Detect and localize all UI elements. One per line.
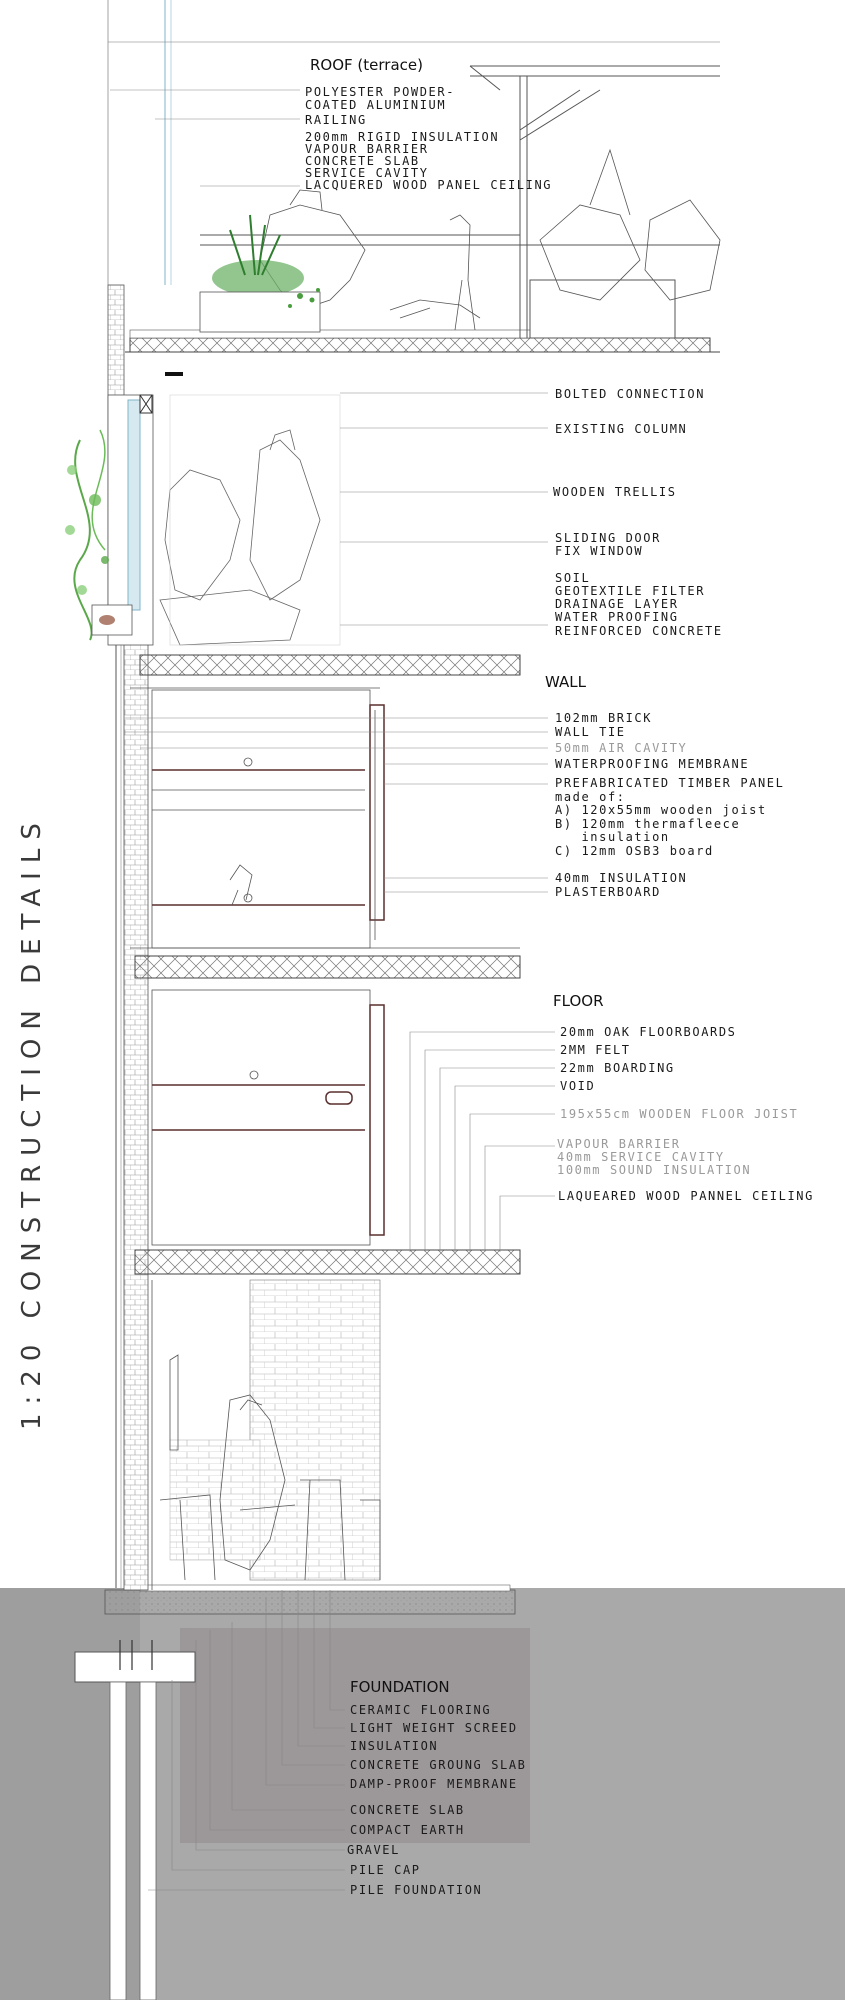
wall-label-tie: WALL TIE (555, 725, 626, 739)
floor-label-void: VOID (560, 1079, 596, 1093)
roof-label-insulation: 200mm RIGID INSULATION (305, 130, 500, 144)
foundation-heading: FOUNDATION (350, 1678, 450, 1696)
label-reinforced-concrete: REINFORCED CONCRETE (555, 624, 723, 638)
foundation-label-insulation: INSULATION (350, 1739, 439, 1753)
roof-label-slab: CONCRETE SLAB (305, 154, 420, 168)
brick-wall (124, 640, 148, 1590)
wall-label-plasterboard: PLASTERBOARD (555, 885, 661, 899)
wall-label-membrane: WATERPROOFING MEMBRANE (555, 757, 750, 771)
foundation-label-earth: COMPACT EARTH (350, 1823, 465, 1837)
wall-label-brick: 102mm BRICK (555, 711, 653, 725)
floor-slab-1 (140, 655, 520, 675)
label-sliding-door: SLIDING DOOR (555, 531, 661, 545)
label-fix-window: FIX WINDOW (555, 544, 644, 558)
foundation-label-dpm: DAMP-PROOF MEMBRANE (350, 1777, 518, 1791)
pile-left (110, 1682, 126, 2000)
wall-label-osb: C) 12mm OSB3 board (555, 844, 714, 858)
wall-label-thermafleece: B) 120mm thermafleece insulation (555, 817, 741, 844)
floor-label-sound: 100mm SOUND INSULATION (557, 1163, 752, 1177)
floor-label-service: 40mm SERVICE CAVITY (557, 1150, 725, 1164)
floor-label-boarding: 22mm BOARDING (560, 1061, 675, 1075)
drawing-title: 1:20 CONSTRUCTION DETAILS (17, 814, 47, 1430)
wall-interior-1 (152, 690, 384, 948)
foundation-label-concrete-slab: CONCRETE SLAB (350, 1803, 465, 1817)
label-bolted-connection: BOLTED CONNECTION (555, 387, 706, 401)
sliding-door-glass (128, 400, 140, 610)
pile-cap (75, 1652, 195, 1682)
wall-interior-2 (152, 990, 384, 1245)
ground-slab (105, 1590, 515, 1614)
roof-label-railing: RAILING (305, 113, 367, 127)
foundation-label-gravel: GRAVEL (347, 1843, 400, 1857)
floor-label-ceiling: LAQUEARED WOOD PANNEL CEILING (558, 1189, 814, 1203)
label-waterproofing: WATER PROOFING (555, 610, 679, 624)
label-soil: SOIL (555, 571, 591, 585)
wall-label-joist: A) 120x55mm wooden joist (555, 803, 767, 817)
wall-label-made-of: made of: (555, 790, 626, 804)
label-drainage: DRAINAGE LAYER (555, 597, 679, 611)
floor-label-oak: 20mm OAK FLOORBOARDS (560, 1025, 737, 1039)
foundation-label-pile-cap: PILE CAP (350, 1863, 421, 1877)
floor-label-felt: 2MM FELT (560, 1043, 631, 1057)
roof-heading: ROOF (terrace) (310, 56, 423, 74)
roof-slab (130, 338, 710, 352)
roof-label-cavity: SERVICE CAVITY (305, 166, 429, 180)
roof-planter (200, 215, 320, 332)
label-existing-column: EXISTING COLUMN (555, 422, 688, 436)
pile-right (140, 1682, 156, 2000)
foundation-label-ground-slab: CONCRETE GROUNG SLAB (350, 1758, 527, 1772)
wall-heading: WALL (545, 673, 586, 691)
foundation-label-pile: PILE FOUNDATION (350, 1883, 483, 1897)
wall-label-air-cavity: 50mm AIR CAVITY (555, 741, 688, 755)
roof-label-vapour: VAPOUR BARRIER (305, 142, 429, 156)
roof-label-aluminium: POLYESTER POWDER- COATED ALUMINIUM (305, 85, 456, 112)
floor-label-joist: 195x55cm WOODEN FLOOR JOIST (560, 1107, 799, 1121)
wall-label-insulation: 40mm INSULATION (555, 871, 688, 885)
foundation-label-screed: LIGHT WEIGHT SCREED (350, 1721, 518, 1735)
floor-slab-2 (135, 956, 520, 978)
floor-heading: FLOOR (553, 992, 604, 1010)
terrace-figures (160, 430, 320, 645)
floor-slab-3 (135, 1250, 520, 1274)
foundation-label-ceramic: CERAMIC FLOORING (350, 1703, 492, 1717)
floor-label-vapour: VAPOUR BARRIER (557, 1137, 681, 1151)
label-wooden-trellis: WOODEN TRELLIS (553, 485, 677, 499)
wall-label-timber-panel: PREFABRICATED TIMBER PANEL (555, 776, 785, 790)
label-geotextile: GEOTEXTILE FILTER (555, 584, 706, 598)
roof-label-ceiling: LACQUERED WOOD PANEL CEILING (305, 178, 553, 192)
